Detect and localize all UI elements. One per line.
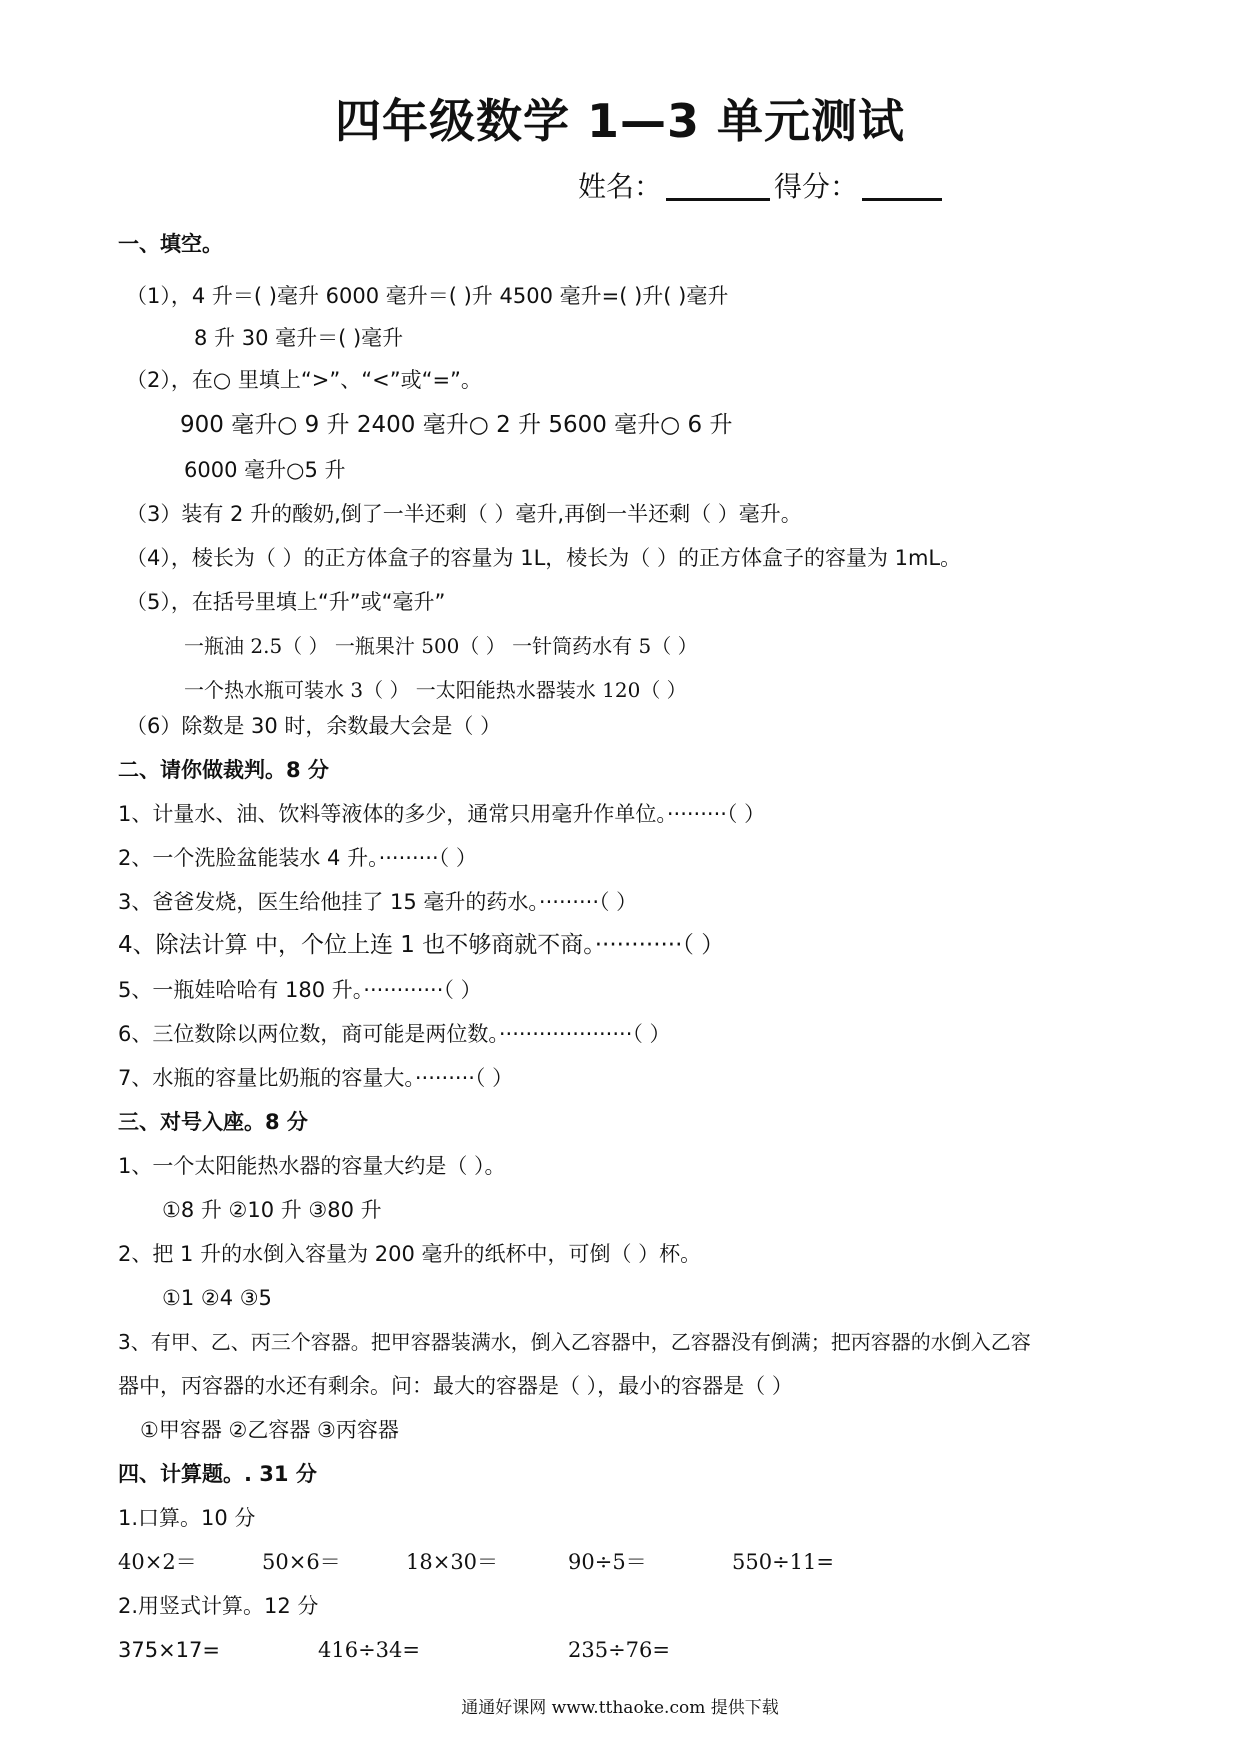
p1-line-9: 一瓶油 2.5（ ） 一瓶果汁 500（ ） 一针筒药水有 5（ ） <box>184 634 698 658</box>
p1-line-8: （5），在括号里填上“升”或“毫升” <box>126 590 446 614</box>
p2-line-2: 2、一个洗脸盆能装水 4 升。·········（ ） <box>118 846 477 870</box>
score-blank[interactable] <box>862 172 942 201</box>
mental-calc-5: 550÷11= <box>732 1550 834 1574</box>
p2-line-1: 1、计量水、油、饮料等液体的多少，通常只用毫升作单位。·········（ ） <box>118 802 766 826</box>
p1-line-11: （6）除数是 30 时，余数最大会是（ ） <box>126 714 502 738</box>
page-title: 四年级数学 1—3 单元测试 <box>334 94 906 148</box>
p2-line-7: 7、水瓶的容量比奶瓶的容量大。·········（ ） <box>118 1066 514 1090</box>
p1-line-4: 900 毫升○ 9 升 2400 毫升○ 2 升 5600 毫升○ 6 升 <box>180 412 733 438</box>
p2-line-5: 5、一瓶娃哈哈有 180 升。············（ ） <box>118 978 482 1002</box>
p3-line-6: 器中，丙容器的水还有剩余。问：最大的容器是（ ），最小的容器是（ ） <box>118 1374 793 1398</box>
p4-sub1: 1.口算。10 分 <box>118 1506 256 1530</box>
mental-calc-2: 50×6＝ <box>262 1550 341 1574</box>
part3-heading: 三、对号入座。8 分 <box>118 1110 308 1134</box>
mental-calc-1: 40×2＝ <box>118 1550 197 1574</box>
part1-heading: 一、填空。 <box>118 232 223 256</box>
name-blank[interactable] <box>666 172 770 201</box>
p2-line-6: 6、三位数除以两位数，商可能是两位数。····················（ ） <box>118 1022 671 1046</box>
p1-line-6: （3）装有 2 升的酸奶,倒了一半还剩（ ）毫升,再倒一半还剩（ ）毫升。 <box>126 502 802 526</box>
p3-line-5: 3、有甲、乙、丙三个容器。把甲容器装满水，倒入乙容器中，乙容器没有倒满；把丙容器的水倒入乙容 <box>118 1330 1031 1354</box>
name-label: 姓名： <box>578 170 663 203</box>
mental-calc-4: 90÷5＝ <box>568 1550 647 1574</box>
vertical-calc-1: 375×17= <box>118 1638 220 1662</box>
p3-line-2: ①8 升 ②10 升 ③80 升 <box>162 1198 382 1222</box>
part4-heading: 四、计算题。. 31 分 <box>118 1462 317 1486</box>
p4-sub2: 2.用竖式计算。12 分 <box>118 1594 319 1618</box>
p1-line-2: 8 升 30 毫升＝( )毫升 <box>194 326 404 350</box>
p1-line-3: （2），在○ 里填上“>”、“<”或“=”。 <box>126 368 482 392</box>
name-score-bar <box>578 172 946 201</box>
p1-line-10: 一个热水瓶可装水 3（ ） 一太阳能热水器装水 120（ ） <box>184 678 687 702</box>
p3-line-1: 1、一个太阳能热水器的容量大约是（ ）。 <box>118 1154 506 1178</box>
p1-line-1: （1），4 升＝( )毫升 6000 毫升＝( )升 4500 毫升=( )升( )毫升 <box>126 284 729 308</box>
footer-credit: 通通好课网 www.tthaoke.com 提供下载 <box>461 1698 779 1718</box>
p3-line-4: ①1 ②4 ③5 <box>162 1286 272 1310</box>
p1-line-5: 6000 毫升○5 升 <box>184 458 346 482</box>
mental-calc-3: 18×30＝ <box>406 1550 499 1574</box>
vertical-calc-2: 416÷34= <box>318 1638 420 1662</box>
score-label: 得分： <box>774 170 859 203</box>
part2-heading: 二、请你做裁判。8 分 <box>118 758 329 782</box>
vertical-calc-3: 235÷76= <box>568 1638 670 1662</box>
p3-line-3: 2、把 1 升的水倒入容量为 200 毫升的纸杯中，可倒（ ）杯。 <box>118 1242 702 1266</box>
p3-line-7: ①甲容器 ②乙容器 ③丙容器 <box>140 1418 399 1442</box>
p2-line-4: 4、除法计算 中，个位上连 1 也不够商就不商。············（ ） <box>118 932 725 958</box>
p2-line-3: 3、爸爸发烧，医生给他挂了 15 毫升的药水。·········（ ） <box>118 890 638 914</box>
p1-line-7: （4），棱长为（ ）的正方体盒子的容量为 1L，棱长为（ ）的正方体盒子的容量为 1mL。 <box>126 546 962 570</box>
